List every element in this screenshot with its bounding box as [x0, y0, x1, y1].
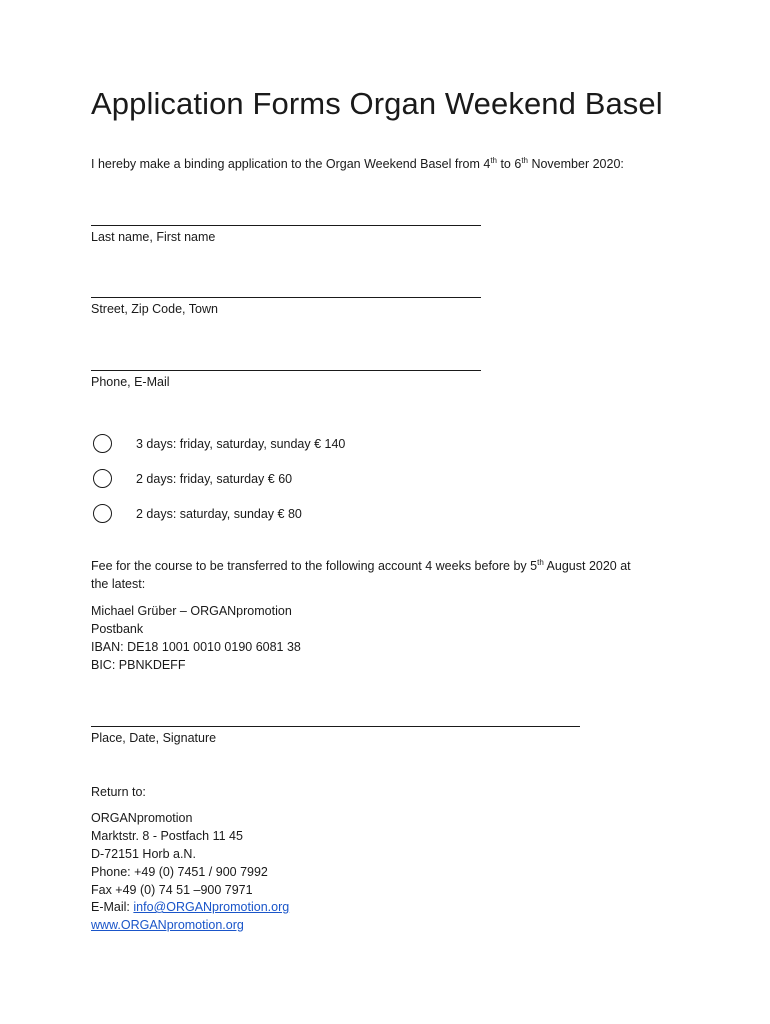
- option-3-days-radio[interactable]: [93, 434, 112, 453]
- return-street: Marktstr. 8 - Postfach 11 45: [91, 829, 243, 843]
- option-sat-sun-radio[interactable]: [93, 504, 112, 523]
- return-phone: Phone: +49 (0) 7451 / 900 7992: [91, 865, 268, 879]
- contact-field-label: Phone, E-Mail: [91, 375, 170, 389]
- name-field-line[interactable]: [91, 225, 481, 226]
- email-link[interactable]: info@ORGANpromotion.org: [133, 900, 290, 914]
- signature-field-line[interactable]: [91, 726, 580, 727]
- return-heading: Return to:: [91, 785, 146, 799]
- page-title: Application Forms Organ Weekend Basel: [91, 86, 663, 121]
- fee-text-line1: Fee for the course to be transferred to the following account 4 weeks before by 5th August 2020 at: [91, 558, 631, 573]
- account-iban: IBAN: DE18 1001 0010 0190 6081 38: [91, 640, 301, 654]
- option-fri-sat-radio[interactable]: [93, 469, 112, 488]
- return-name: ORGANpromotion: [91, 811, 193, 825]
- return-email-line: [91, 898, 289, 916]
- return-city: D-72151 Horb a.N.: [91, 847, 196, 861]
- account-bank: Postbank: [91, 622, 144, 636]
- email-label: E-Mail:: [91, 900, 134, 914]
- intro-text: I hereby make a binding application to the Organ Weekend Basel from 4th to 6th November 2020:: [91, 156, 624, 171]
- contact-field-line[interactable]: [91, 370, 481, 371]
- return-fax: Fax +49 (0) 74 51 –900 7971: [91, 883, 253, 897]
- website-line: [91, 916, 244, 934]
- address-field-line[interactable]: [91, 297, 481, 298]
- account-holder: Michael Grüber – ORGANpromotion: [91, 604, 292, 618]
- account-bic: BIC: PBNKDEFF: [91, 658, 186, 672]
- website-link[interactable]: www.ORGANpromotion.org: [91, 918, 244, 932]
- option-sat-sun-label: 2 days: saturday, sunday € 80: [136, 507, 302, 521]
- address-field-label: Street, Zip Code, Town: [91, 302, 218, 316]
- option-3-days-label: 3 days: friday, saturday, sunday € 140: [136, 437, 346, 451]
- option-fri-sat-label: 2 days: friday, saturday € 60: [136, 472, 293, 486]
- signature-field-label: Place, Date, Signature: [91, 731, 217, 745]
- fee-text-line2: the latest:: [91, 577, 146, 591]
- name-field-label: Last name, First name: [91, 230, 216, 244]
